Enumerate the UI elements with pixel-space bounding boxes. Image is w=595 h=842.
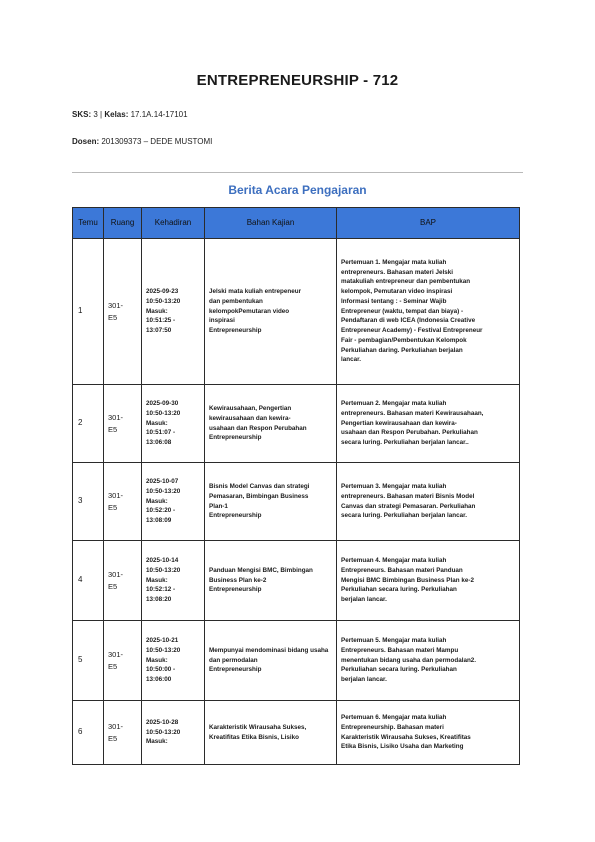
- cell-bap-line: Pertemuan 1. Mengajar mata kuliah: [341, 258, 447, 266]
- dosen-value: 201309373 – DEDE MUSTOMI: [101, 137, 213, 146]
- table-header-row: [73, 208, 520, 239]
- cell-kehadiran-line: 13:07:50: [146, 327, 172, 335]
- cell-bahan-kajian: [205, 463, 337, 541]
- cell-bap-line: Etika Bisnis, Lisiko Usaha dan Marketing: [341, 743, 464, 751]
- cell-kehadiran-line: 10:50-13:20: [146, 409, 181, 417]
- dosen-label: Dosen:: [72, 137, 100, 146]
- cell-kehadiran-line: 13:06:08: [146, 439, 172, 447]
- cell-bap-line: Perkuliahan secara luring. Perkuliahan: [341, 586, 457, 594]
- cell-bap-line: Informasi tentang : - Seminar Wajib: [341, 297, 447, 305]
- cell-ruang-line: 301-: [108, 722, 124, 732]
- cell-bap: [337, 385, 520, 463]
- cell-bap-line: Pertemuan 3. Mengajar mata kuliah: [341, 483, 447, 490]
- cell-bap: [337, 701, 520, 765]
- cell-bap: [337, 239, 520, 385]
- cell-kehadiran-line: 10:50-13:20: [146, 487, 181, 495]
- cell-bahan-kajian: [205, 239, 337, 385]
- cell-bahan-kajian-line: dan pembentukan: [209, 297, 263, 305]
- teaching-record-table: [72, 207, 520, 765]
- cell-kehadiran-line: Masuk:: [146, 307, 168, 315]
- cell-ruang-line: 301-: [108, 491, 124, 501]
- cell-kehadiran-line: 13:08:09: [146, 517, 172, 525]
- lecturer-meta: [72, 137, 212, 146]
- table-row: [73, 701, 520, 765]
- cell-ruang-line: E5: [108, 502, 118, 512]
- sks-label: SKS:: [72, 110, 92, 119]
- cell-bahan-kajian-line: Panduan Mengisi BMC, Bimbingan: [209, 566, 313, 574]
- cell-bahan-kajian-line: Entrepreneurship: [209, 434, 262, 442]
- cell-kehadiran-line: 10:52:12 -: [146, 586, 176, 594]
- cell-bap-line: secara luring. Perkuliahan berjalan lancar..: [341, 439, 469, 447]
- cell-bahan-kajian: [205, 621, 337, 701]
- cell-ruang-line: 301-: [108, 570, 124, 580]
- cell-bap-line: Pertemuan 5. Mengajar mata kuliah: [341, 637, 447, 645]
- cell-bap-line: Entrepreneur Academy) - Festival Entrepreneur: [341, 327, 483, 335]
- cell-ruang-line: E5: [108, 312, 118, 322]
- cell-ruang-line: 301-: [108, 413, 124, 423]
- cell-ruang-line: 301-: [108, 301, 124, 311]
- divider: [72, 172, 523, 173]
- cell-bahan-kajian-line: kelompokPemutaran video: [209, 307, 290, 315]
- cell-bahan-kajian-line: Entrepreneurship: [209, 512, 262, 520]
- cell-bahan-kajian-line: Karakteristik Wirausaha Sukses,: [209, 723, 307, 731]
- cell-bap-line: lancar.: [341, 356, 361, 364]
- cell-bap-line: menentukan bidang usaha dan permodalan2.: [341, 656, 477, 664]
- cell-ruang-line: E5: [108, 661, 118, 671]
- cell-bap-line: entrepreneurs. Bahasan materi Bisnis Model: [341, 492, 475, 500]
- cell-temu: 6: [73, 701, 104, 765]
- cell-bap-line: berjalan lancar.: [341, 676, 387, 684]
- cell-bahan-kajian-line: Kreatifitas Etika Bisnis, Lisiko: [209, 733, 299, 741]
- cell-bap-line: Perkuliahan secara luring. Perkuliahan: [341, 666, 457, 674]
- cell-bahan-kajian-line: Mempunyai mendominasi bidang usaha: [209, 646, 329, 654]
- cell-bahan-kajian-line: Entrepreneurship: [209, 586, 262, 594]
- cell-kehadiran-line: 2025-10-14: [146, 557, 179, 565]
- cell-kehadiran-line: 10:50-13:20: [146, 566, 181, 574]
- cell-bap-line: Pertemuan 6. Mengajar mata kuliah: [341, 714, 447, 721]
- cell-kehadiran: [142, 701, 205, 765]
- cell-bahan-kajian-line: kewirausahaan dan kewira-: [209, 414, 291, 422]
- cell-bahan-kajian: [205, 541, 337, 621]
- cell-bap-line: entrepreneurs. Bahasan materi Kewirausahaan,: [341, 409, 484, 417]
- table-row: [73, 463, 520, 541]
- cell-bahan-kajian-line: Plan-1: [209, 502, 228, 510]
- header-bahan-kajian: Bahan Kajian: [205, 208, 337, 239]
- cell-ruang: [104, 621, 142, 701]
- cell-kehadiran-line: 10:50:00 -: [146, 666, 176, 674]
- cell-ruang: [104, 239, 142, 385]
- cell-bap-line: berjalan lancar.: [341, 596, 387, 604]
- cell-bap-line: entrepreneurs. Bahasan materi Jelski: [341, 268, 453, 276]
- cell-kehadiran-line: 2025-10-07: [146, 478, 179, 486]
- cell-bap-line: Fair - pembagian/Pembentukan Kelompok: [341, 336, 467, 344]
- cell-bap-line: matakuliah entrepreneur dan pembentukan: [341, 278, 471, 286]
- cell-bap-line: Karakteristik Wirausaha Sukses, Kreatifitas: [341, 733, 471, 741]
- cell-kehadiran-line: 10:51:07 -: [146, 429, 176, 437]
- cell-ruang-line: 301-: [108, 650, 124, 660]
- cell-bap-line: Pertemuan 4. Mengajar mata kuliah: [341, 557, 447, 565]
- cell-kehadiran-line: Masuk:: [146, 576, 168, 584]
- cell-ruang: [104, 701, 142, 765]
- cell-kehadiran-line: 2025-09-23: [146, 288, 179, 296]
- cell-bahan-kajian-line: Pemasaran, Bimbingan Business: [209, 492, 309, 500]
- cell-temu: 4: [73, 541, 104, 621]
- cell-bap-line: Entrepreneurship. Bahasan materi: [341, 723, 444, 731]
- cell-bap-line: Pertemuan 2. Mengajar mata kuliah: [341, 400, 447, 408]
- cell-temu: 1: [73, 239, 104, 385]
- cell-ruang: [104, 385, 142, 463]
- header-ruang: Ruang: [104, 208, 142, 239]
- header-bap: BAP: [337, 208, 520, 239]
- table-body: [73, 239, 520, 765]
- table-row: [73, 239, 520, 385]
- header-temu: Temu: [73, 208, 104, 239]
- cell-bap-line: Pengertian kewirausahaan dan kewira-: [341, 419, 457, 427]
- kelas-value: 17.1A.14-17101: [130, 110, 188, 119]
- cell-kehadiran-line: 10:52:20 -: [146, 507, 176, 515]
- cell-bap: [337, 463, 520, 541]
- cell-kehadiran-line: 2025-10-28: [146, 718, 179, 726]
- cell-bap-line: Entrepreneurs. Bahasan materi Panduan: [341, 566, 463, 574]
- cell-kehadiran: [142, 239, 205, 385]
- cell-bap-line: Entrepreneurs. Bahasan materi Mampu: [341, 646, 459, 654]
- cell-kehadiran-line: 13:08:20: [146, 596, 172, 604]
- cell-kehadiran: [142, 541, 205, 621]
- cell-bap: [337, 541, 520, 621]
- cell-ruang-line: E5: [108, 581, 118, 591]
- cell-ruang: [104, 463, 142, 541]
- cell-bahan-kajian: [205, 701, 337, 765]
- cell-kehadiran: [142, 385, 205, 463]
- table-row: [73, 541, 520, 621]
- cell-bap-line: Perkuliahan daring. Perkuliahan berjalan: [341, 346, 463, 354]
- cell-bap-line: Pendaftaran di web ICEA (Indonesia Creative: [341, 317, 476, 325]
- cell-bap-line: kelompok, Pemutaran video inspirasi: [341, 288, 453, 296]
- cell-temu: 2: [73, 385, 104, 463]
- cell-kehadiran: [142, 463, 205, 541]
- table-row: [73, 621, 520, 701]
- meta-separator: |: [100, 110, 103, 119]
- cell-bahan-kajian-line: inspirasi: [209, 317, 235, 325]
- cell-bap-line: Entrepreneur (waktu, tempat dan biaya) -: [341, 307, 464, 315]
- document-title: ENTREPRENEURSHIP - 712: [196, 72, 399, 89]
- cell-bahan-kajian-line: Kewirausahaan, Pengertian: [209, 405, 292, 412]
- cell-bap-line: Canvas dan strategi Pemasaran. Perkuliahan: [341, 502, 476, 510]
- course-meta: [72, 110, 188, 119]
- cell-kehadiran-line: Masuk:: [146, 497, 168, 505]
- kelas-label: Kelas:: [104, 110, 129, 119]
- cell-kehadiran-line: 10:50-13:20: [146, 646, 181, 654]
- cell-bap-line: usahaan dan Respon Perubahan. Perkuliahan: [341, 429, 478, 437]
- cell-ruang: [104, 541, 142, 621]
- sks-value: 3: [93, 110, 98, 119]
- cell-bahan-kajian: [205, 385, 337, 463]
- cell-kehadiran-line: 10:51:25 -: [146, 317, 176, 325]
- cell-temu: 3: [73, 463, 104, 541]
- cell-ruang-line: E5: [108, 424, 118, 434]
- cell-kehadiran: [142, 621, 205, 701]
- cell-bahan-kajian-line: Bisnis Model Canvas dan strategi: [209, 483, 310, 490]
- cell-bap-line: Mengisi BMC Bimbingan Business Plan ke-2: [341, 576, 474, 584]
- cell-ruang-line: E5: [108, 733, 118, 743]
- cell-temu: 5: [73, 621, 104, 701]
- header-kehadiran: Kehadiran: [142, 208, 205, 239]
- table-row: [73, 385, 520, 463]
- cell-kehadiran-line: 2025-09-30: [146, 400, 179, 408]
- cell-bahan-kajian-line: Jelski mata kuliah entrepeneur: [209, 288, 302, 296]
- cell-kehadiran-line: Masuk:: [146, 419, 168, 427]
- cell-kehadiran-line: 10:50-13:20: [146, 728, 181, 736]
- cell-kehadiran-line: 10:50-13:20: [146, 297, 181, 305]
- cell-bahan-kajian-line: usahaan dan Respon Perubahan: [209, 424, 307, 432]
- cell-bahan-kajian-line: Entrepreneurship: [209, 666, 262, 674]
- cell-kehadiran-line: 13:06:00: [146, 676, 172, 684]
- cell-bahan-kajian-line: Business Plan ke-2: [209, 576, 267, 584]
- cell-bahan-kajian-line: Entrepreneurship: [209, 327, 262, 335]
- cell-bap-line: secara luring. Perkuliahan berjalan lancar.: [341, 512, 467, 520]
- cell-kehadiran-line: Masuk:: [146, 656, 168, 664]
- cell-kehadiran-line: Masuk:: [146, 738, 168, 746]
- cell-bap: [337, 621, 520, 701]
- cell-bahan-kajian-line: dan permodalan: [209, 656, 258, 664]
- cell-kehadiran-line: 2025-10-21: [146, 637, 179, 645]
- section-title: Berita Acara Pengajaran: [228, 183, 367, 197]
